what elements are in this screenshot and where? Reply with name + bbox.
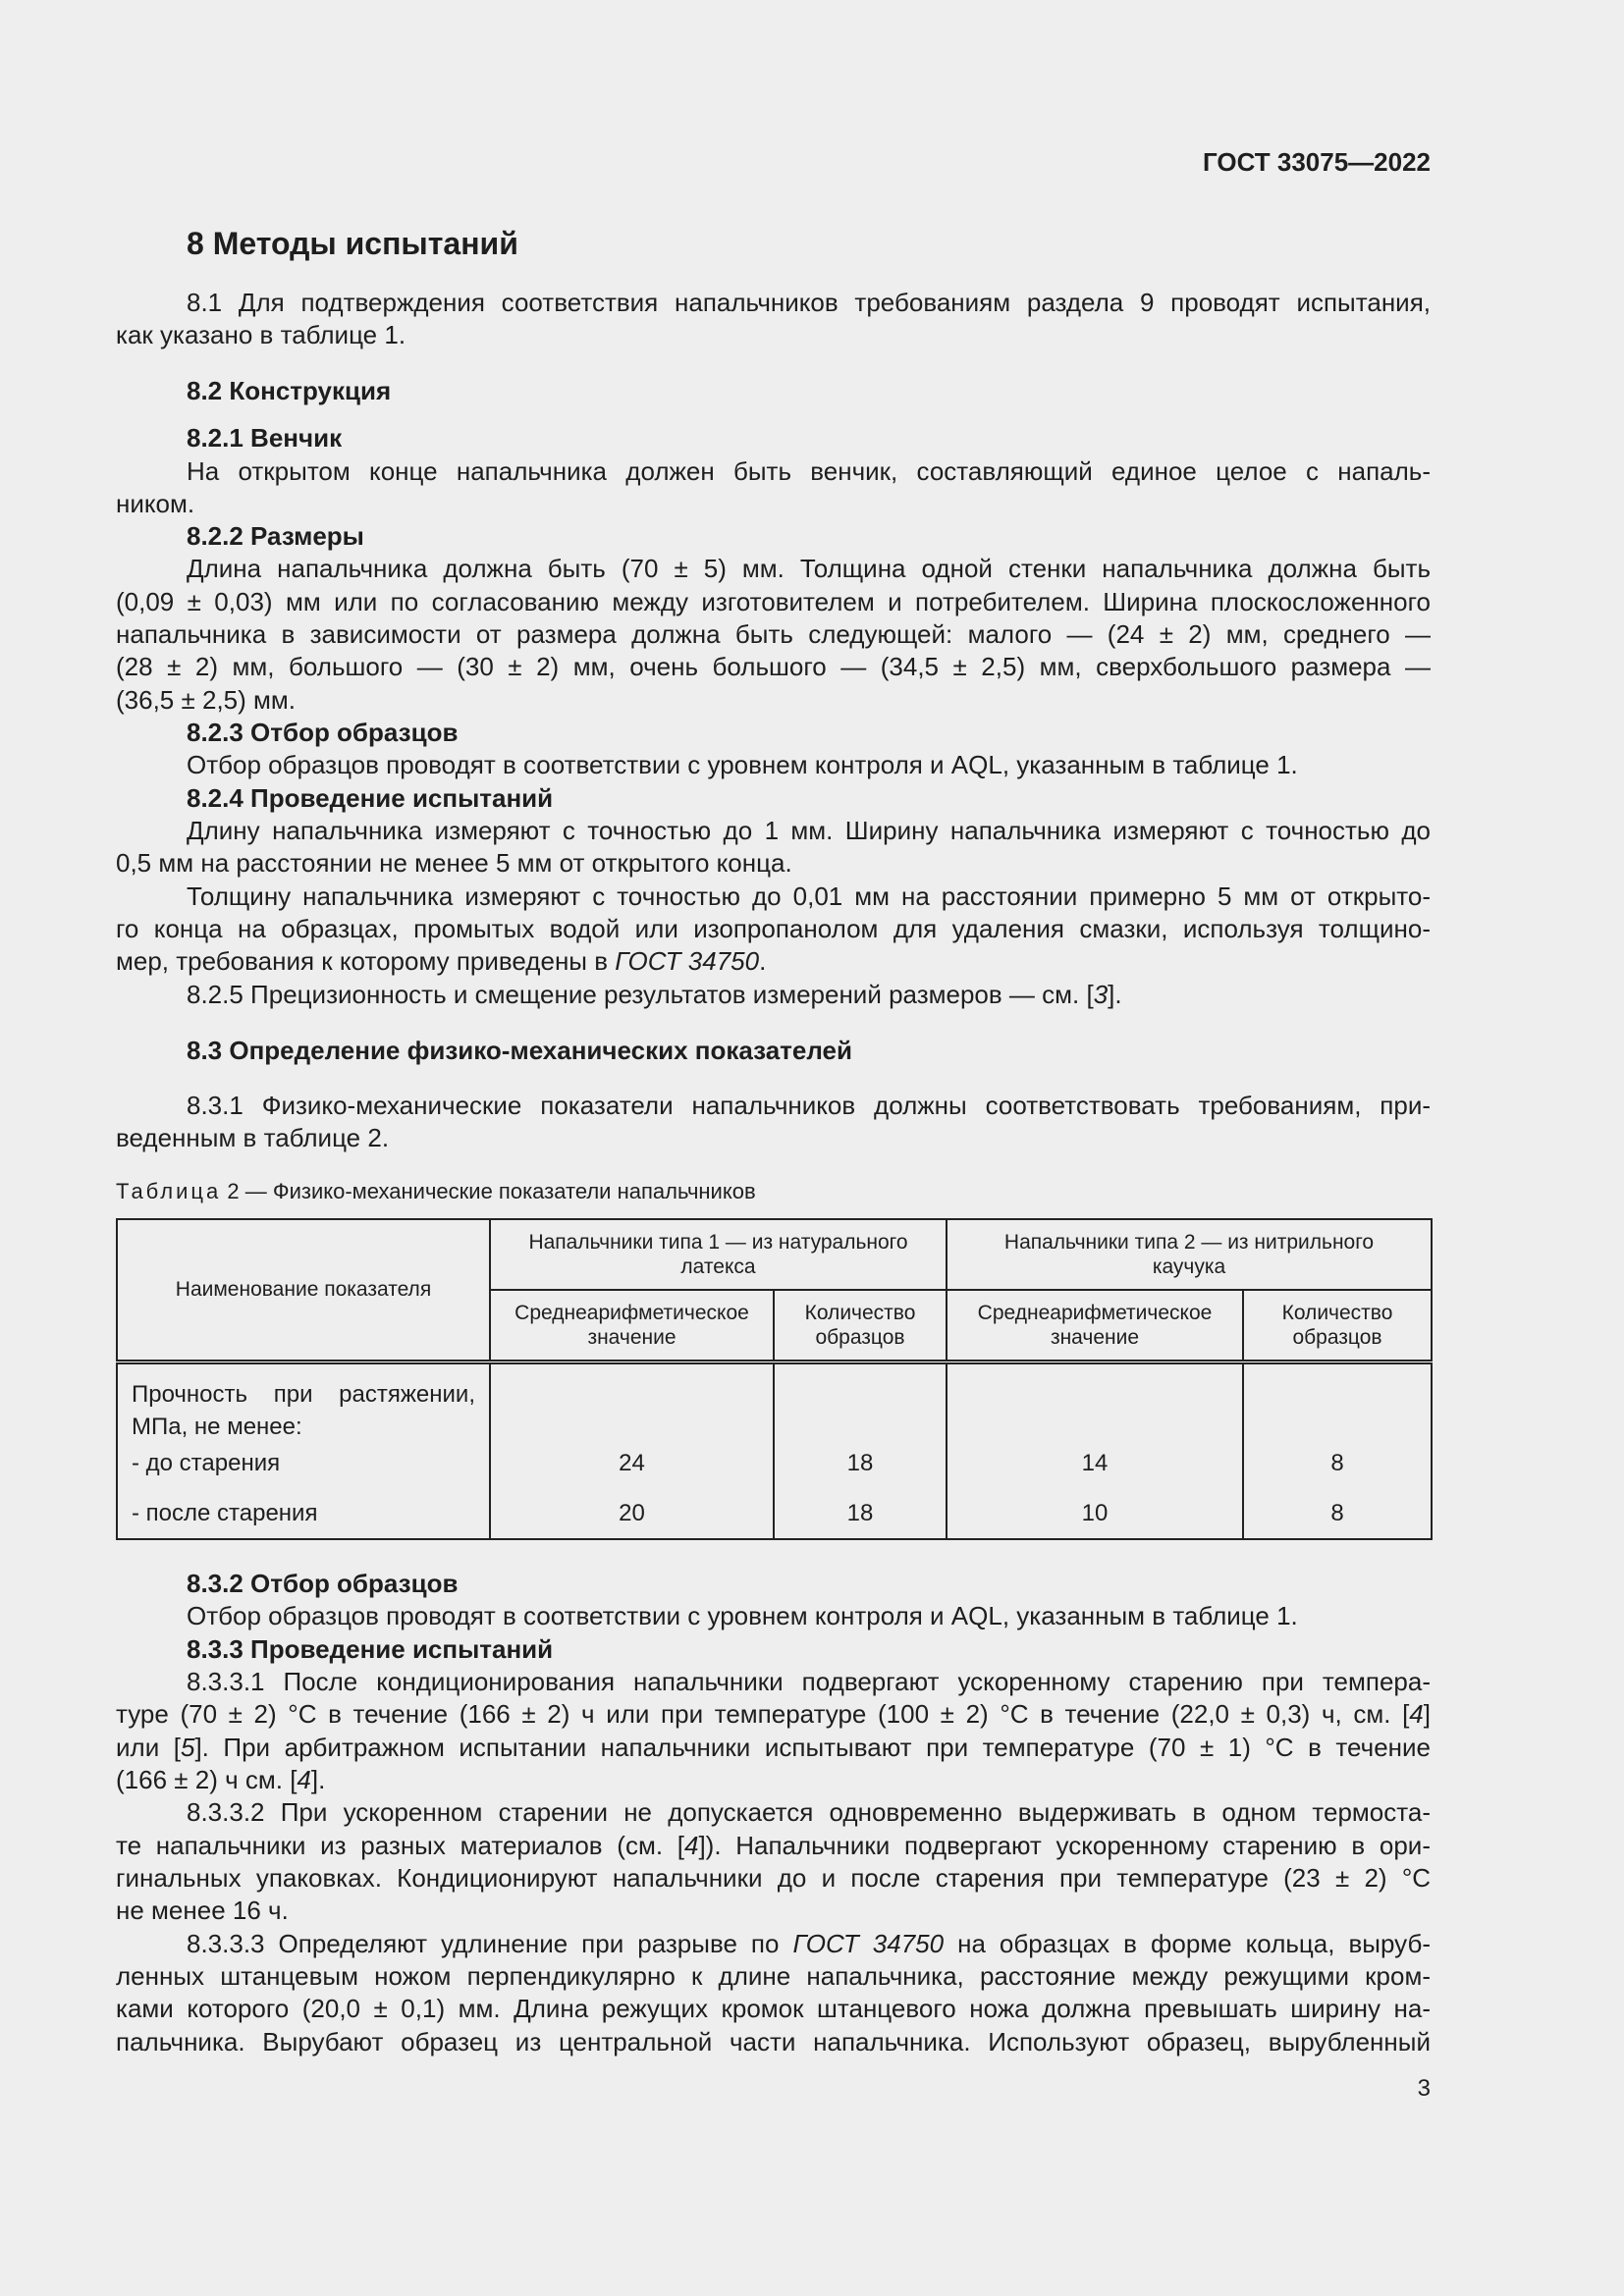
paragraph-8-3-3-3-line2: ленных штанцевым ножом перпендикулярно к длине напальчника, расстояние между режущими кром- — [116, 1961, 1431, 1991]
paragraph-8-3-3-2-line3: гинальных упаковках. Кондиционируют напальчники до и после старения при температуре (23 ± 2) °С — [116, 1863, 1431, 1893]
table-cell-mean-type2 — [947, 1362, 1243, 1539]
heading-8-3: 8.3 Определение физико-механических показателей — [187, 1036, 852, 1065]
table-cell-count-type2 — [1243, 1362, 1432, 1539]
paragraph-8-3-3-2-line4: не менее 16 ч. — [116, 1896, 289, 1925]
paragraph-8-3-3-2-line2: те напальчники из разных материалов (см. [4]). Напальчники подвергают ускоренному старению в ори- — [116, 1831, 1431, 1860]
column-group-type2: Напальчники типа 2 — из нитрильного каучука — [947, 1219, 1432, 1290]
paragraph-8-3-2: Отбор образцов проводят в соответствии с уровнем контроля и AQL, указанным в таблице 1. — [187, 1601, 1298, 1630]
paragraph-8-2-4b-line2: го конца на образцах, промытых водой или изопропанолом для удаления смазки, используя толщино- — [116, 914, 1431, 943]
column-group-type1: Напальчники типа 1 — из натурального латекса — [490, 1219, 947, 1290]
paragraph-8-3-1-line1: 8.3.1 Физико-механические показатели напальчников должны соответствовать требованиям, при- — [187, 1091, 1431, 1120]
gost-reference: ГОСТ 34750 — [792, 1929, 945, 1958]
paragraph-8-2-1-line2: ником. — [116, 489, 195, 518]
table-cell-mean-type1 — [490, 1362, 774, 1539]
gost-reference: ГОСТ 34750 — [615, 946, 760, 976]
bibliography-reference: 3 — [1093, 980, 1109, 1009]
paragraph-8-2-2-line4: (28 ± 2) мм, большого — (30 ± 2) мм, очень большого — (34,5 ± 2,5) мм, сверхбольшого размера — — [116, 652, 1431, 681]
paragraph-8-2-4a-line1: Длину напальчника измеряют с точностью до 1 мм. Ширину напальчника измеряют с точностью до — [187, 816, 1431, 845]
paragraph-8-2-1-line1: На открытом конце напальчника должен быть венчик, составляющий единое целое с напаль- — [187, 456, 1431, 486]
table-cell-count-type1 — [774, 1362, 947, 1539]
document-id: ГОСТ 33075—2022 — [1203, 147, 1431, 177]
paragraph-8-2-4a-line2: 0,5 мм на расстоянии не менее 5 мм от открытого конца. — [116, 848, 792, 878]
paragraph-8-3-1-line2: веденным в таблице 2. — [116, 1123, 390, 1152]
heading-8-3-3: 8.3.3 Проведение испытаний — [187, 1634, 554, 1664]
paragraph-8-2-3: Отбор образцов проводят в соответствии с уровнем контроля и AQL, указанным в таблице 1. — [187, 750, 1298, 779]
column-header-indicator-name: Наименование показателя — [117, 1219, 490, 1362]
row-title: Прочность при растяжении, МПа, не менее: — [132, 1380, 475, 1440]
value-mean-type2-after: 10 — [1081, 1499, 1109, 1526]
paragraph-8-2-2-line1: Длина напальчника должна быть (70 ± 5) мм. Толщина одной стенки напальчника должна быть — [187, 554, 1431, 583]
value-count-type2-after: 8 — [1330, 1499, 1344, 1526]
paragraph-8-3-3-1-line4: (166 ± 2) ч см. [4]. — [116, 1765, 326, 1794]
value-count-type1-before: 18 — [846, 1449, 874, 1476]
paragraph-8-1-line1: 8.1 Для подтверждения соответствия напальчников требованиям раздела 9 проводят испытания, — [187, 288, 1431, 317]
value-mean-type2-before: 14 — [1081, 1449, 1109, 1476]
paragraph-8-3-3-3-line4: пальчника. Вырубают образец из центральной части напальчника. Используют образец, вырубленный — [116, 2027, 1431, 2056]
subheader-mean-type1: Среднеарифметическое значение — [490, 1290, 774, 1362]
paragraph-8-2-4b-line1: Толщину напальчника измеряют с точностью до 0,01 мм на расстоянии примерно 5 мм от открыто- — [187, 881, 1431, 911]
subheader-count-type1: Количество образцов — [774, 1290, 947, 1362]
paragraph-8-3-3-2-line1: 8.3.3.2 При ускоренном старении не допускается одновременно выдерживать в одном термоста- — [187, 1797, 1431, 1827]
heading-8-3-2: 8.3.2 Отбор образцов — [187, 1569, 459, 1598]
heading-8-2: 8.2 Конструкция — [187, 376, 392, 405]
paragraph-8-3-3-1-line1: 8.3.3.1 После кондиционирования напальчники подвергают ускоренному старению при темпера- — [187, 1667, 1431, 1696]
subheader-mean-type2: Среднеарифметическое значение — [947, 1290, 1243, 1362]
heading-8-2-1: 8.2.1 Венчик — [187, 423, 343, 453]
paragraph-8-2-5: 8.2.5 Прецизионность и смещение результатов измерений размеров — см. [3]. — [187, 980, 1122, 1009]
value-mean-type1-after: 20 — [619, 1499, 645, 1526]
paragraph-8-2-2-line3: напальчника в зависимости от размера должна быть следующей: малого — (24 ± 2) мм, среднего — — [116, 619, 1431, 649]
subheader-count-type2: Количество образцов — [1243, 1290, 1432, 1362]
table-physical-mechanical — [116, 1218, 1433, 1540]
value-count-type2-before: 8 — [1330, 1449, 1344, 1476]
paragraph-8-2-2-line5: (36,5 ± 2,5) мм. — [116, 685, 296, 715]
paragraph-8-1-line2: как указано в таблице 1. — [116, 320, 406, 349]
paragraph-8-3-3-3-line3: ками которого (20,0 ± 0,1) мм. Длина режущих кромок штанцевого ножа должна превышать ширину на- — [116, 1994, 1431, 2023]
row-label-before-aging: - до старения — [132, 1449, 281, 1476]
section-title: 8 Методы испытаний — [187, 226, 518, 261]
value-count-type1-after: 18 — [846, 1499, 874, 1526]
heading-8-2-3: 8.2.3 Отбор образцов — [187, 718, 459, 747]
paragraph-8-3-3-3-line1: 8.3.3.3 Определяют удлинение при разрыве по ГОСТ 34750 на образцах в форме кольца, выруб- — [187, 1929, 1431, 1958]
paragraph-8-2-4b-line3: мер, требования к которому приведены в ГОСТ 34750. — [116, 946, 767, 976]
paragraph-8-3-3-1-line3: или [5]. При арбитражном испытании напальчники испытывают при температуре (70 ± 1) °С в течение — [116, 1733, 1431, 1762]
heading-8-2-2: 8.2.2 Размеры — [187, 521, 364, 551]
heading-8-2-4: 8.2.4 Проведение испытаний — [187, 783, 554, 813]
row-label-after-aging: - после старения — [132, 1499, 318, 1526]
page-number: 3 — [1417, 2075, 1431, 2102]
paragraph-8-2-2-line2: (0,09 ± 0,03) мм или по согласованию между изготовителем и потребителем. Ширина плоскосложенного — [116, 587, 1431, 616]
value-mean-type1-before: 24 — [619, 1449, 645, 1476]
table-caption: Таблица 2 — Физико-механические показатели напальчников — [116, 1179, 756, 1203]
table-row-label-cell — [117, 1362, 490, 1539]
paragraph-8-3-3-1-line2: туре (70 ± 2) °С в течение (166 ± 2) ч или при температуре (100 ± 2) °С в течение (22,0 ± 0,3) ч, см. [4] — [116, 1699, 1431, 1729]
